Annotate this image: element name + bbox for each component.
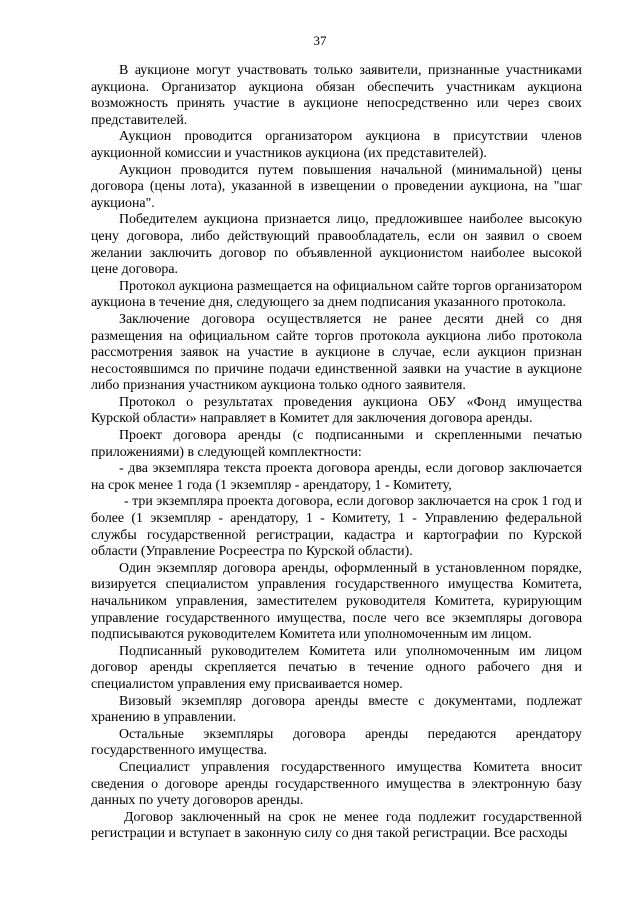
document-body <box>91 63 582 843</box>
paragraph: Аукцион проводится путем повышения начальной (минимальной) цены договора (цены лота), указанной в извещении о проведении аукциона, на "шаг аукциона". <box>91 162 582 211</box>
paragraph: Специалист управления государственного имущества Комитета вносит сведения о договоре аренды государственного имущества в электронную базу данных по учету договоров аренды. <box>91 759 582 809</box>
paragraph: Проект договора аренды (с подписанными и скрепленными печатью приложениями) в следующей комплектности: <box>91 428 582 460</box>
paragraph: Подписанный руководителем Комитета или уполномоченным им лицом договор аренды скрепляется печатью в течение одного рабочего дня и специалистом управления ему присваивается номер. <box>91 643 582 692</box>
list-item: - два экземпляра текста проекта договора аренды, если договор заключается на срок менее 1 года (1 экземпляр - арендатору, 1 - Комитету, <box>91 461 582 493</box>
paragraph: Аукцион проводится организатором аукциона в присутствии членов аукционной комиссии и участников аукциона (их представителей). <box>91 129 582 161</box>
paragraph: Остальные экземпляры договора аренды передаются арендатору государственного имущества. <box>91 726 582 759</box>
paragraph: Визовый экземпляр договора аренды вместе с документами, подлежат хранению в управлении. <box>91 693 582 726</box>
page-number: 37 <box>313 33 327 48</box>
paragraph: В аукционе могут участвовать только заявители, признанные участниками аукциона. Организатор аукциона обязан обеспечить участникам аукциона возможность принять участие в аукционе непосредственно или через своих представителей. <box>91 63 582 128</box>
paragraph: Заключение договора осуществляется не ранее десяти дней со дня размещения на официальном сайте торгов протокола аукциона либо протокола рассмотрения заявок на участие в аукционе в случае, если аукцион признан несостоявшимся по причине подачи единственной заявки на участие в аукционе либо признания участником аукциона только одного заявителя. <box>91 311 582 394</box>
paragraph: Победителем аукциона признается лицо, предложившее наиболее высокую цену договора, либо действующий правообладатель, если он заявил о своем желании заключить договор по объявленной аукционистом наиболее высокой цене договора. <box>91 212 582 278</box>
paragraph: Один экземпляр договора аренды, оформленный в установленном порядке, визируется специалистом управления государственного имущества Комитета, начальником управления, заместителем руководителя Комитета, курирующим управление государственного имущества, после чего все экземпляры договора подписываются руководителем Комитета или уполномоченным им лицом. <box>91 560 582 643</box>
paragraph: Протокол о результатах проведения аукциона ОБУ «Фонд имущества Курской области» направляет в Комитет для заключения договора аренды. <box>91 394 582 427</box>
list-item: - три экземпляра проекта договора, если договор заключается на срок 1 год и более (1 экземпляр - арендатору, 1 - Комитету, 1 - Управлению федеральной службы государственной регистрации, кадастра и картографии по Курской области (Управление Росреестра по Курской области). <box>91 494 582 560</box>
paragraph: Договор заключенный на срок не менее года подлежит государственной регистрации и вступает в законную силу со дня такой регистрации. Все расходы <box>91 809 582 842</box>
paragraph: Протокол аукциона размещается на официальном сайте торгов организатором аукциона в течение дня, следующего за днем подписания указанного протокола. <box>91 278 582 311</box>
